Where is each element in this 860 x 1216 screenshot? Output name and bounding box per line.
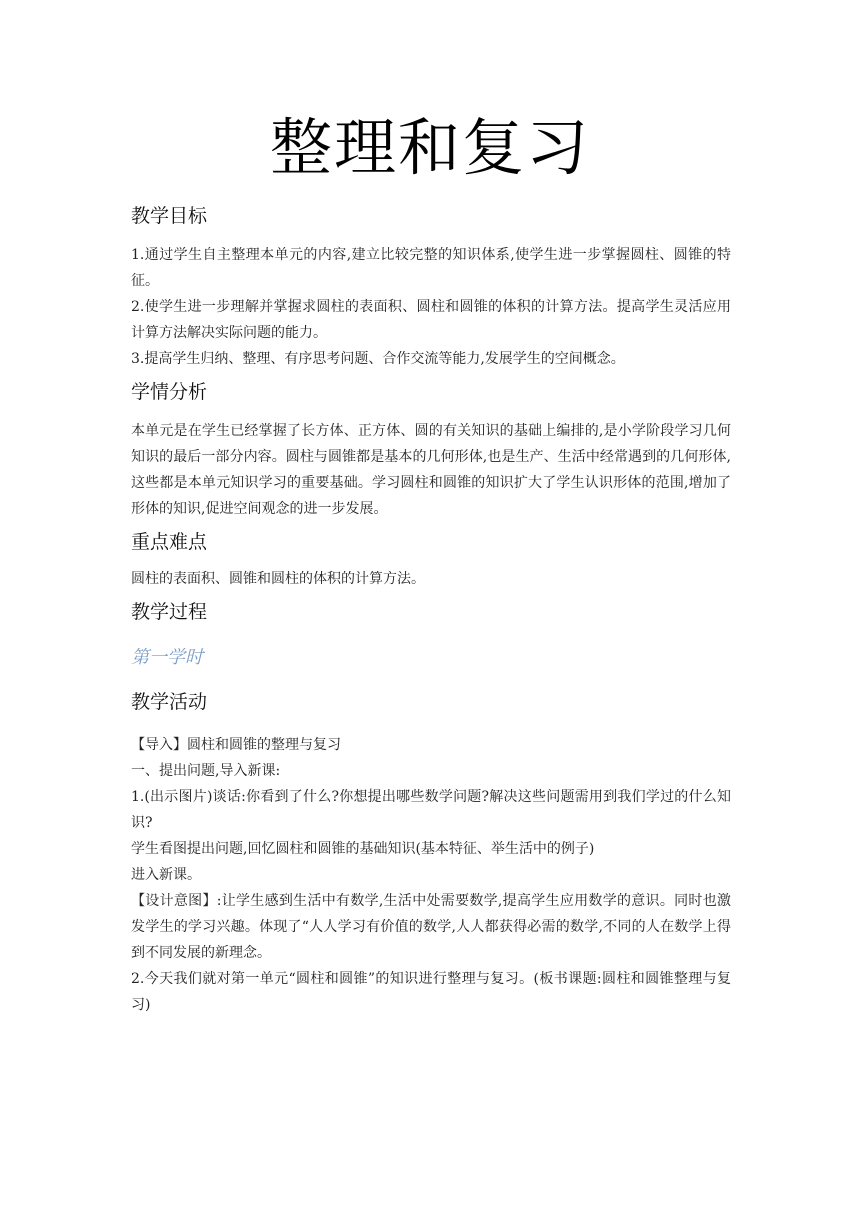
heading-analysis: 学情分析 [131, 381, 208, 403]
objective-item-3: 3.提高学生归纳、整理、有序思考问题、合作交流等能力,发展学生的空间概念。 [131, 351, 625, 367]
intro-label: 【导入】 [131, 737, 187, 753]
process-line-2: 1.(出示图片)谈话:你看到了什么?你想提出哪些数学问题?解决这些问题需用到我们学过的什么知识? [131, 789, 731, 831]
heading-keypoints: 重点难点 [131, 531, 208, 553]
process-line-4: 进入新课。 [131, 867, 201, 883]
heading-objectives: 教学目标 [131, 205, 208, 227]
process-line-1: 一、提出问题,导入新课: [131, 763, 281, 779]
heading-process: 教学过程 [131, 601, 208, 623]
intro-title: 圆柱和圆锥的整理与复习 [187, 737, 341, 753]
objective-item-1: 1.通过学生自主整理本单元的内容,建立比较完整的知识体系,使学生进一步掌握圆柱、圆锥的特征。 [131, 247, 731, 289]
process-line-3: 学生看图提出问题,回忆圆柱和圆锥的基础知识(基本特征、举生活中的例子) [131, 841, 595, 857]
analysis-paragraph: 本单元是在学生已经掌握了长方体、正方体、圆的有关知识的基础上编排的,是小学阶段学习几何知识的最后一部分内容。圆柱与圆锥都是基本的几何形体,也是生产、生活中经常遇到的几何形体,这些都是本单元知识学习的重要基础。学习圆柱和圆锥的知识扩大了学生认识形体的范围,增加了形体的知识,促进空间观念的进一步发展。 [131, 423, 731, 517]
process-line-6: 2.今天我们就对第一单元“圆柱和圆锥”的知识进行整理与复习。(板书课题:圆柱和圆锥整理与复习) [131, 971, 731, 1013]
document-title: 整理和复习 [269, 111, 590, 184]
objective-item-2: 2.使学生进一步理解并掌握求圆柱的表面积、圆柱和圆锥的体积的计算方法。提高学生灵活应用计算方法解决实际问题的能力。 [131, 299, 731, 341]
heading-activity: 教学活动 [131, 691, 208, 713]
intro-line [131, 732, 731, 758]
process-line-5: 【设计意图】:让学生感到生活中有数学,生活中处需要数学,提高学生应用数学的意识。同时也激发学生的学习兴趣。体现了“人人学习有价值的数学,人人都获得必需的数学,不同的人在数学上得到不同发展的新理念。 [131, 893, 731, 961]
keypoints-paragraph: 圆柱的表面积、圆锥和圆柱的体积的计算方法。 [131, 571, 425, 587]
period-heading: 第一学时 [131, 647, 203, 668]
